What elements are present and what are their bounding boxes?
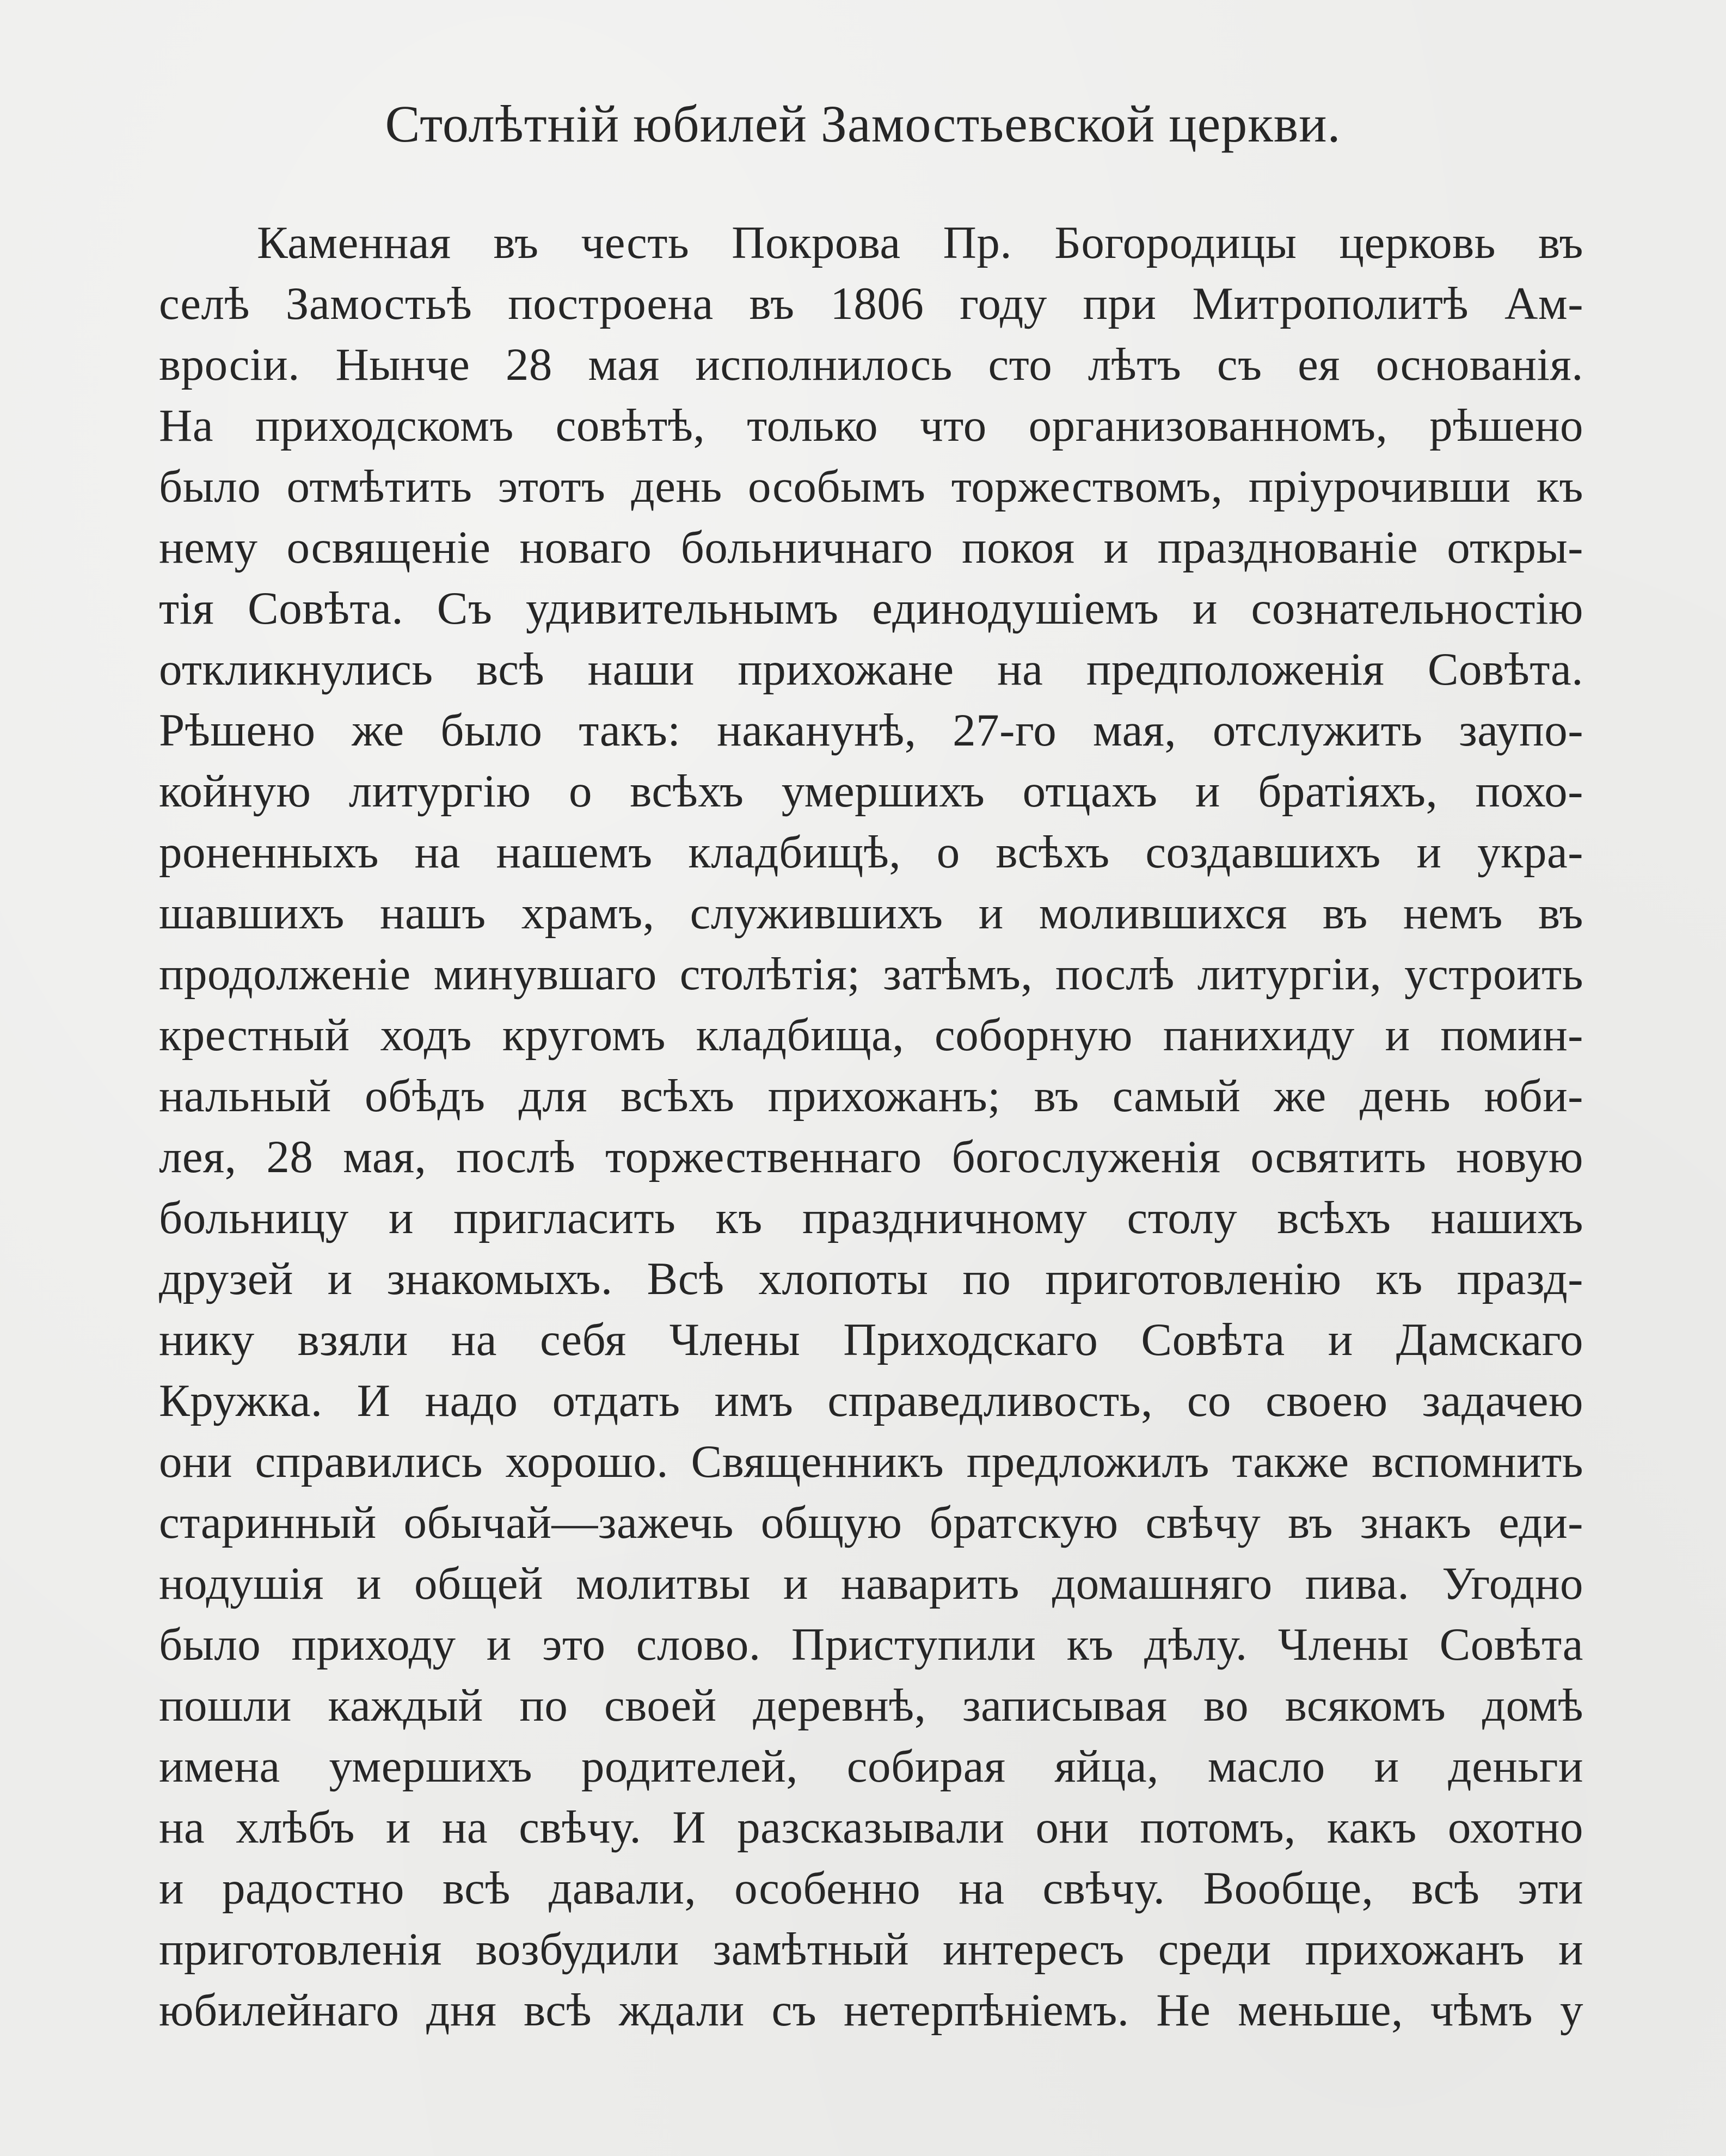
- text-line: на хлѣбъ и на свѣчу. И разсказывали они потомъ, какъ охотно: [159, 1802, 1583, 1853]
- text-line: Кружка. И надо отдать имъ справедливость, со своею задачею: [159, 1375, 1583, 1426]
- text-line: нодушія и общей молитвы и наварить домашняго пива. Угодно: [159, 1558, 1583, 1609]
- article-body: [159, 212, 1583, 2041]
- text-line: было приходу и это слово. Приступили къ дѣлу. Члены Совѣта: [159, 1619, 1583, 1670]
- text-line: вросіи. Нынче 28 мая исполнилось сто лѣтъ съ ея основанія.: [159, 339, 1583, 390]
- text-line: нику взяли на себя Члены Приходскаго Совѣта и Дамскаго: [159, 1314, 1583, 1365]
- text-line: пошли каждый по своей деревнѣ, записывая во всякомъ домѣ: [159, 1680, 1583, 1731]
- text-line: было отмѣтить этотъ день особымъ торжествомъ, пріурочивши къ: [159, 461, 1583, 512]
- text-line: Каменная въ честь Покрова Пр. Богородицы церковь въ: [257, 217, 1583, 268]
- text-line: шавшихъ нашъ храмъ, служившихъ и молившихся въ немъ въ: [159, 888, 1583, 939]
- text-line: имена умершихъ родителей, собирая яйца, масло и деньги: [159, 1741, 1583, 1792]
- text-line: и радостно всѣ давали, особенно на свѣчу. Вообще, всѣ эти: [159, 1863, 1583, 1914]
- text-line: нальный обѣдъ для всѣхъ прихожанъ; въ самый же день юби-: [159, 1070, 1583, 1122]
- text-line: На приходскомъ совѣтѣ, только что организованномъ, рѣшено: [159, 400, 1583, 451]
- text-line: роненныхъ на нашемъ кладбищѣ, о всѣхъ создавшихъ и укра-: [159, 827, 1583, 878]
- text-line: друзей и знакомыхъ. Всѣ хлопоты по приготовленію къ празд-: [159, 1253, 1583, 1304]
- text-line: нему освященіе новаго больничнаго покоя и празднованіе откры-: [159, 522, 1583, 573]
- text-line: откликнулись всѣ наши прихожане на предположенія Совѣта.: [159, 644, 1583, 695]
- text-line: юбилейнаго дня всѣ ждали съ нетерпѣніемъ. Не меньше, чѣмъ у: [159, 1985, 1583, 2036]
- text-line: они справились хорошо. Священникъ предложилъ также вспомнить: [159, 1436, 1583, 1487]
- article-title: Столѣтній юбилей Замостьевской церкви.: [385, 95, 1341, 153]
- text-line: больницу и пригласить къ праздничному столу всѣхъ нашихъ: [159, 1192, 1583, 1243]
- text-line: лея, 28 мая, послѣ торжественнаго богослуженія освятить новую: [159, 1131, 1583, 1182]
- text-line: приготовленія возбудили замѣтный интересъ среди прихожанъ и: [159, 1924, 1583, 1975]
- text-line: продолженіе минувшаго столѣтія; затѣмъ, послѣ литургіи, устроить: [159, 948, 1583, 1000]
- text-line: тія Совѣта. Съ удивительнымъ единодушіемъ и сознательностію: [159, 583, 1583, 634]
- text-line: старинный обычай—зажечь общую братскую свѣчу въ знакъ еди-: [159, 1497, 1583, 1548]
- text-line: койную литургію о всѣхъ умершихъ отцахъ и братіяхъ, похо-: [159, 766, 1583, 817]
- text-line: крестный ходъ кругомъ кладбища, соборную панихиду и помин-: [159, 1009, 1583, 1061]
- text-line: селѣ Замостьѣ построена въ 1806 году при Митрополитѣ Ам-: [159, 278, 1583, 329]
- text-line: Рѣшено же было такъ: наканунѣ, 27-го мая, отслужить заупо-: [159, 705, 1583, 756]
